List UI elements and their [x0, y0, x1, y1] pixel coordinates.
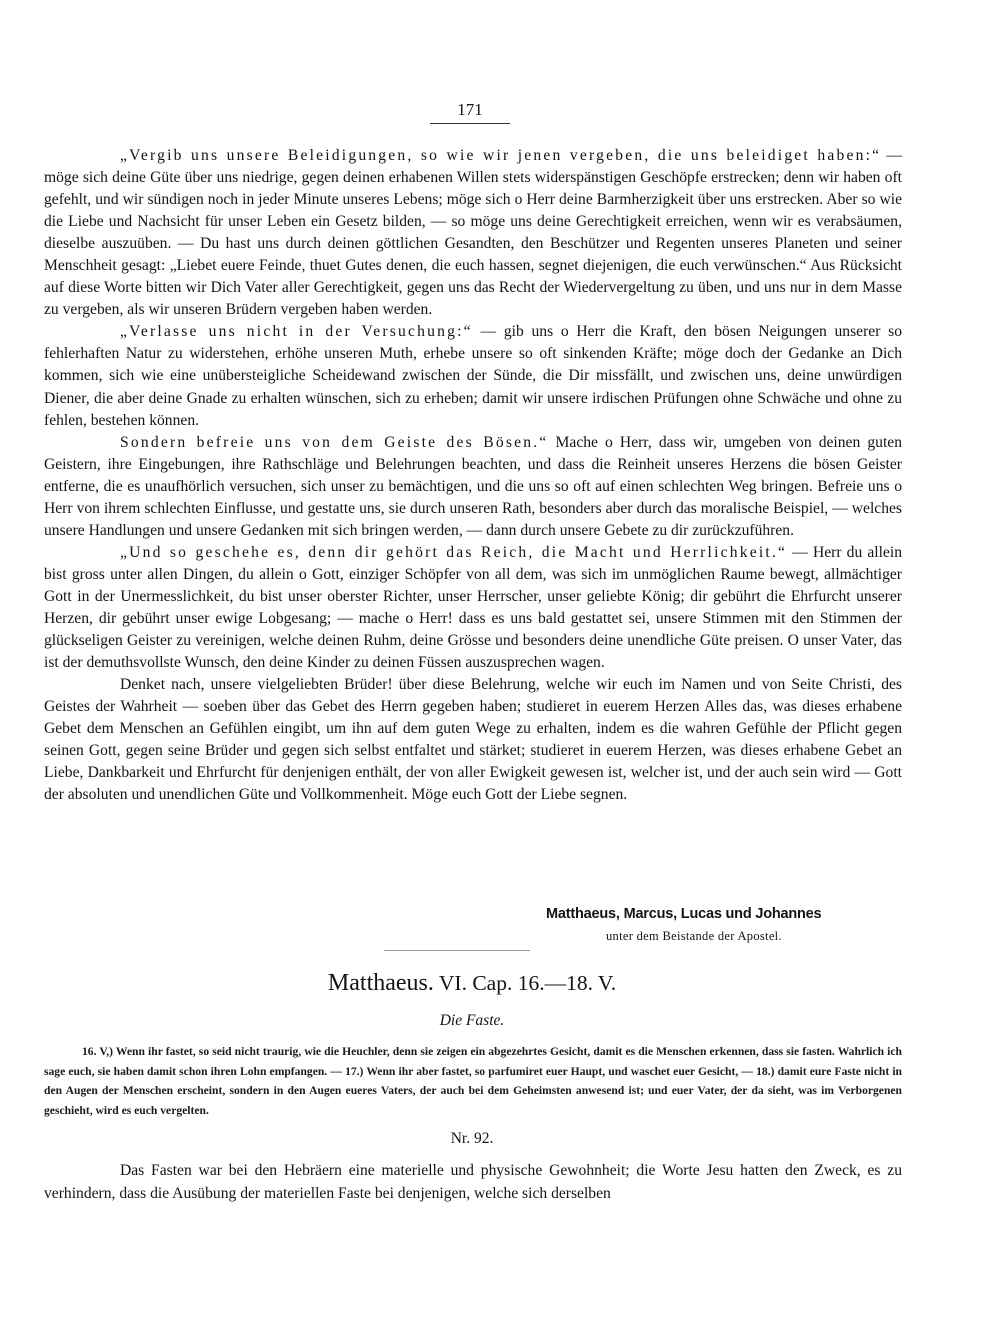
paragraph-temptation: [44, 321, 902, 431]
spaced-quote: „Verlasse uns nicht in der Versuchung:“: [120, 323, 473, 341]
page-number-rule: [430, 123, 510, 124]
number-label: Nr. 92.: [450, 1130, 494, 1147]
heading-reference: VI. Cap. 16.—18. V.: [433, 971, 617, 995]
signature: Matthaeus, Marcus, Lucas und Johannes: [546, 906, 822, 922]
heading-name: Matthaeus.: [327, 970, 434, 996]
paragraph-text: — möge sich deine Güte über uns niedrige, gegen deinen erhabenen Willen stets widerspänstigen Geschöpfe erstrecken; denn wir haben oft gefehlt, und wir sündigen noch in jeder Minute unseres Lebens; möge sich o Herr deine Barmherzigkeit über uns erstrecken. Aber so wie die Liebe und Nachsicht für unser Leben ein Gesetz bilden, — so möge uns deine Gerechtigkeit erreichen, wenn wir es verabsäumen, dieselbe auszuüben. — Du hast uns durch deinen göttlichen Gesandten, den Beschützer und Regenten unseres Planeten und seiner Menschheit gesagt: „Liebet euere Feinde, thuet Gutes denen, die euch hassen, segnet diejenigen, die euch verwünschen.“ Aus Rücksicht auf diese Worte bitten wir Dich Vater aller Gerechtigkeit, gegen uns das Recht der Wiedervergeltung zu üben, und uns nur in dem Masse zu vergeben, als wir unseren Brüdern vergeben haben werden.: [44, 147, 902, 319]
paragraph-deliver: [44, 432, 902, 542]
section-heading: [0, 969, 944, 997]
spaced-quote: Sondern befreie uns von dem Geiste des Bösen.“: [120, 433, 549, 451]
page-number: 171: [457, 100, 483, 119]
signature-subline: unter dem Beistande der Apostel.: [606, 929, 782, 943]
spaced-quote: „Vergib uns unsere Beleidigungen, so wie wir jenen vergeben, die uns beleidiget haben:“: [120, 147, 882, 164]
paragraph-kingdom: [44, 542, 902, 674]
footnote-text: 16. V,) Wenn ihr fastet, so seid nicht traurig, wie die Heuchler, denn sie zeigen ein abgezehrtes Gesicht, damit es die Menschen erkennen, dass sie fasten. Wahrlich ich sage euch, sie haben damit schon ihren Lohn empfangen. — 17.) Wenn ihr aber fastet, so parfumiret euer Haupt, und waschet euer Gesicht, — 18.) damit eure Faste nicht in den Augen der Menschen erscheint, sondern in den Augen eueres Vaters, der auch bei dem Geheimsten anwesend ist; und euer Vater, der da sieht, was im Verborgenen geschieht, wird es euch vergelten.: [44, 1045, 902, 1117]
spaced-quote: „Und so geschehe es, denn dir gehört das Reich, die Macht und Herrlichkeit.“: [120, 543, 788, 561]
paragraph-text: Denket nach, unsere vielgeliebten Brüder! über diese Belehrung, welche wir euch im Namen und von Seite Christi, des Geistes der Wahrheit — soeben über das Gebet des Herrn gegeben haben; studieret in euerem Herzen Alles das, was dieses erhabene Gebet dem Menschen an Gefühlen eingibt, um ihn auf dem guten Wege zu erhalten, indem es die wahren Gefühle der Pflicht gegen seinen Gott, gegen seine Brüder und gegen sich selbst entfaltet und stärket; studieret in euerem Herzen, was dieses erhabene Gebet an Liebe, Dankbarkeit und Ehrfurcht für denjenigen enthält, der von aller Ewigkeit gewesen ist, welcher ist, und der auch sein wird — Gott der absoluten und unendlichen Güte und Vollkommenheit. Möge euch Gott der Liebe segnen.: [44, 676, 902, 804]
section-divider: [384, 950, 530, 951]
section-subheading: Die Faste.: [439, 1012, 505, 1029]
scripture-footnote: [44, 1042, 902, 1120]
paragraph-text: — Herr du allein bist gross unter allen Dingen, du allein o Gott, einziger Schöpfer von all dem, was sich im unmöglichen Raume bewegt, allmächtiger Gott in der Unermesslichkeit, du bist unser oberster Richter, unser Herrscher, unser geliebte König; dir gebührt die Ehrfurcht unserer Herzen, dir gebührt unser ewige Lobgesang; — mache o Herr! dass es uns bald gestattet sei, unsere Stimmen mit den Stimmen der glückseligen Geister zu vereinigen, welche deinen Ruhm, deine Grösse und besonders deine unendliche Güte preisen. O unser Vater, das ist der demuthsvollste Wunsch, den deine Kinder zu deinen Füssen auszusprechen wagen.: [44, 543, 902, 672]
paragraph-text: — gib uns o Herr die Kraft, den bösen Neigungen unserer so fehlerhaften Natur zu widerstehen, erhöhe unseren Muth, erhebe unsere so oft sinkenden Kräfte; möge doch der Gedanke an Dich kommen, sich wie eine unübersteigliche Scheidewand zwischen der Sünde, die Dir missfällt, und zwischen uns, deine unwürdigen Diener, die aber deine Gnade zu erhalten wünschen, sich zu erheben; damit wir unsere irdischen Prüfungen ohne Schwäche und ohne zu fehlen, bestehen können.: [44, 323, 902, 429]
paragraph-text: Mache o Herr, dass wir, umgeben von deinen guten Geistern, ihre Eingebungen, ihre Rathschläge und Belehrungen beachten, und dass die Reinheit unseres Herzens die bösen Geister entferne, die es unaufhörlich versuchen, sich unser zu bemächtigen, und die uns so oft auf einen schlechten Weg bringen. Befreie uns o Herr von ihrem schlechten Einflusse, und gestatte uns, sie durch unseren Rath, besonders aber durch das moralische Beispiel, — welches unsere Handlungen und unsere Gedanken mit sich bringen werden, — dann durch unsere Gebete zu dir zurückzuführen.: [44, 433, 903, 539]
tail-text: [44, 1160, 902, 1205]
paragraph-forgive: [44, 145, 902, 321]
tail-paragraph: Das Fasten war bei den Hebräern eine materielle und physische Gewohnheit; die Worte Jesu hatten den Zweck, es zu verhindern, dass die Ausübung der materiellen Faste bei denjenigen, welche sich derselben: [44, 1162, 902, 1202]
paragraph-reflect: [44, 674, 902, 806]
main-text: [44, 145, 902, 806]
